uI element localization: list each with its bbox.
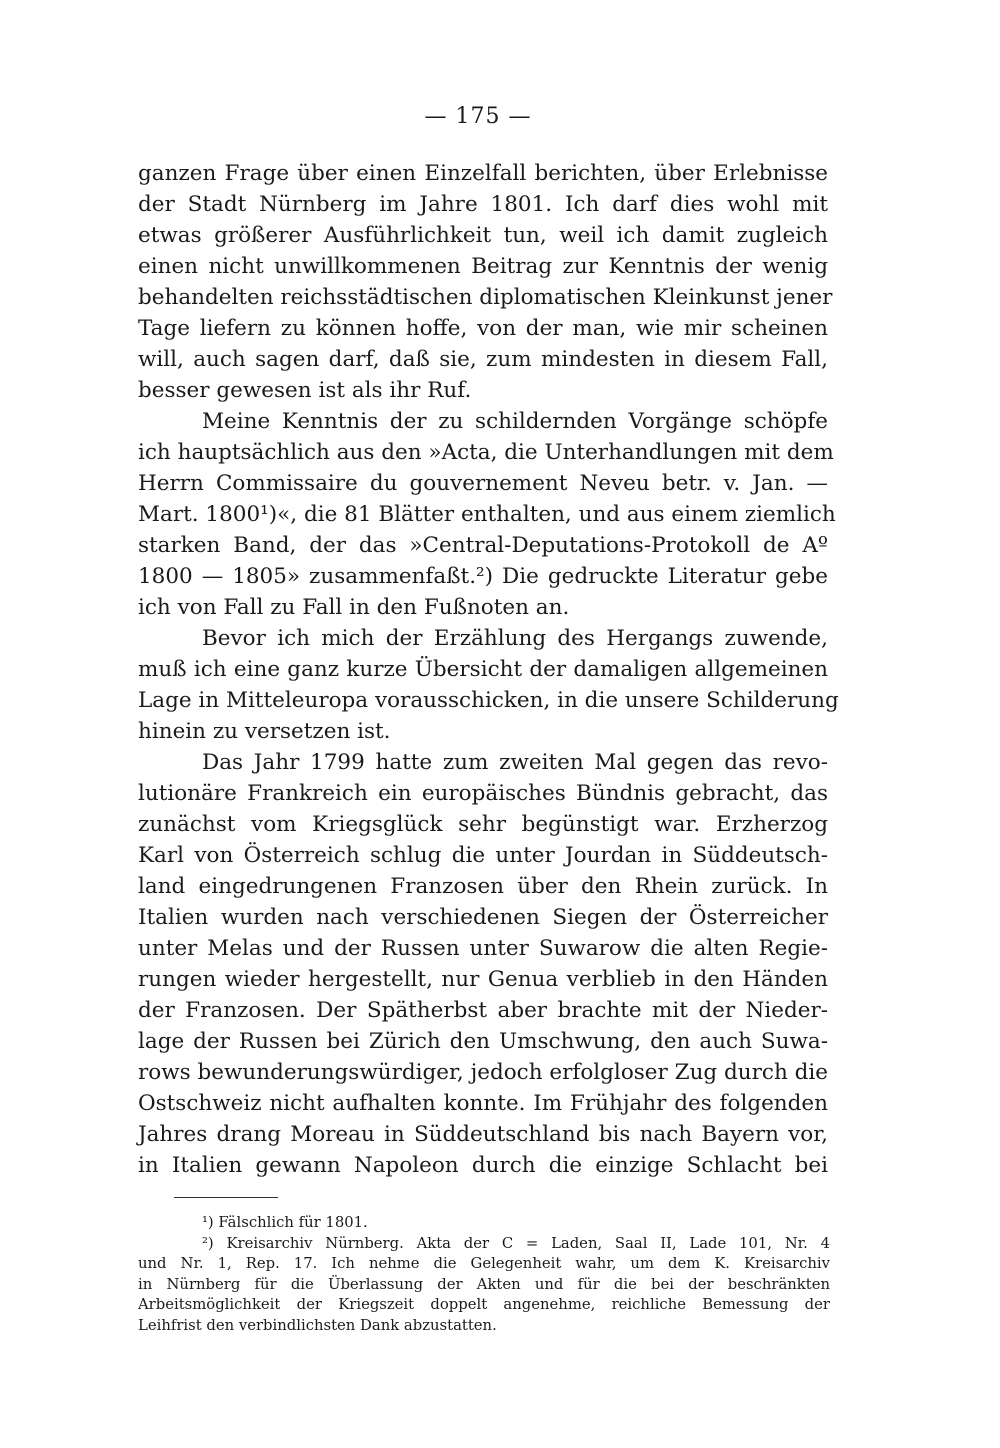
text-line: starken Band, der das »Central-Deputations-Protokoll de Aº	[138, 533, 828, 558]
text-line: rungen wieder hergestellt, nur Genua verblieb in den Händen	[138, 967, 828, 992]
footnote-line: ²) Kreisarchiv Nürnberg. Akta der C = Laden, Saal II, Lade 101, Nr. 4	[202, 1234, 830, 1252]
text-line: etwas größerer Ausführlichkeit tun, weil ich damit zugleich	[138, 223, 828, 248]
text-line: lutionäre Frankreich ein europäisches Bündnis gebracht, das	[138, 781, 828, 806]
text-line: land eingedrungenen Franzosen über den Rhein zurück. In	[138, 874, 828, 899]
text-line: unter Melas und der Russen unter Suwarow die alten Regie-	[138, 936, 828, 961]
text-line: Ostschweiz nicht aufhalten konnte. Im Frühjahr des folgenden	[138, 1091, 828, 1116]
footnote-line: Leihfrist den verbindlichsten Dank abzustatten.	[138, 1316, 497, 1334]
text-line: zunächst vom Kriegsglück sehr begünstigt war. Erzherzog	[138, 812, 828, 837]
footnote-line: ¹) Fälschlich für 1801.	[202, 1214, 368, 1231]
text-line: Jahres drang Moreau in Süddeutschland bis nach Bayern vor,	[138, 1122, 828, 1147]
text-line: Herrn Commissaire du gouvernement Neveu betr. v. Jan. —	[138, 471, 828, 496]
footnotes	[138, 1213, 830, 1336]
text-line: ganzen Frage über einen Einzelfall berichten, über Erlebnisse	[138, 161, 828, 186]
body-text	[138, 158, 839, 1181]
text-line: rows bewunderungswürdiger, jedoch erfolgloser Zug durch die	[138, 1060, 828, 1085]
text-line: in Italien gewann Napoleon durch die einzige Schlacht bei	[138, 1153, 828, 1178]
text-line: Meine Kenntnis der zu schildernden Vorgänge schöpfe	[202, 409, 828, 434]
text-line: Lage in Mitteleuropa vorausschicken, in die unsere Schilderung	[138, 688, 839, 713]
text-line: Karl von Österreich schlug die unter Jourdan in Süddeutsch-	[138, 843, 828, 868]
text-line: Tage liefern zu können hoffe, von der man, wie mir scheinen	[138, 316, 828, 341]
footnote-line: und Nr. 1, Rep. 17. Ich nehme die Gelegenheit wahr, um dem K. Kreisarchiv	[138, 1255, 830, 1272]
text-line: Mart. 1800¹)«, die 81 Blätter enthalten, und aus einem ziemlich	[138, 502, 836, 527]
text-line: ich von Fall zu Fall in den Fußnoten an.	[138, 595, 570, 620]
footnote-divider	[174, 1197, 278, 1198]
footnote-line: Arbeitsmöglichkeit der Kriegszeit doppelt angenehme, reichliche Bemessung der	[138, 1296, 830, 1313]
text-line: Bevor ich mich der Erzählung des Hergangs zuwende,	[202, 626, 828, 651]
page-number: — 175 —	[424, 104, 532, 129]
text-line: will, auch sagen darf, daß sie, zum mindesten in diesem Fall,	[138, 347, 828, 372]
text-line: hinein zu versetzen ist.	[138, 719, 391, 744]
footnote-line: in Nürnberg für die Überlassung der Akten und für die bei der beschränkten	[138, 1275, 830, 1293]
text-line: einen nicht unwillkommenen Beitrag zur Kenntnis der wenig	[138, 254, 828, 279]
text-line: behandelten reichsstädtischen diplomatischen Kleinkunst jener	[138, 285, 833, 310]
text-line: besser gewesen ist als ihr Ruf.	[138, 378, 472, 403]
text-line: lage der Russen bei Zürich den Umschwung, den auch Suwa-	[138, 1029, 828, 1054]
text-line: muß ich eine ganz kurze Übersicht der damaligen allgemeinen	[138, 657, 828, 682]
text-line: 1800 — 1805» zusammenfaßt.²) Die gedruckte Literatur gebe	[138, 564, 828, 589]
text-line: der Stadt Nürnberg im Jahre 1801. Ich darf dies wohl mit	[138, 192, 828, 217]
text-line: ich hauptsächlich aus den »Acta, die Unterhandlungen mit dem	[138, 440, 834, 465]
text-line: der Franzosen. Der Spätherbst aber brachte mit der Nieder-	[138, 998, 828, 1023]
text-line: Italien wurden nach verschiedenen Siegen der Österreicher	[138, 905, 828, 930]
text-line: Das Jahr 1799 hatte zum zweiten Mal gegen das revo-	[202, 750, 828, 775]
